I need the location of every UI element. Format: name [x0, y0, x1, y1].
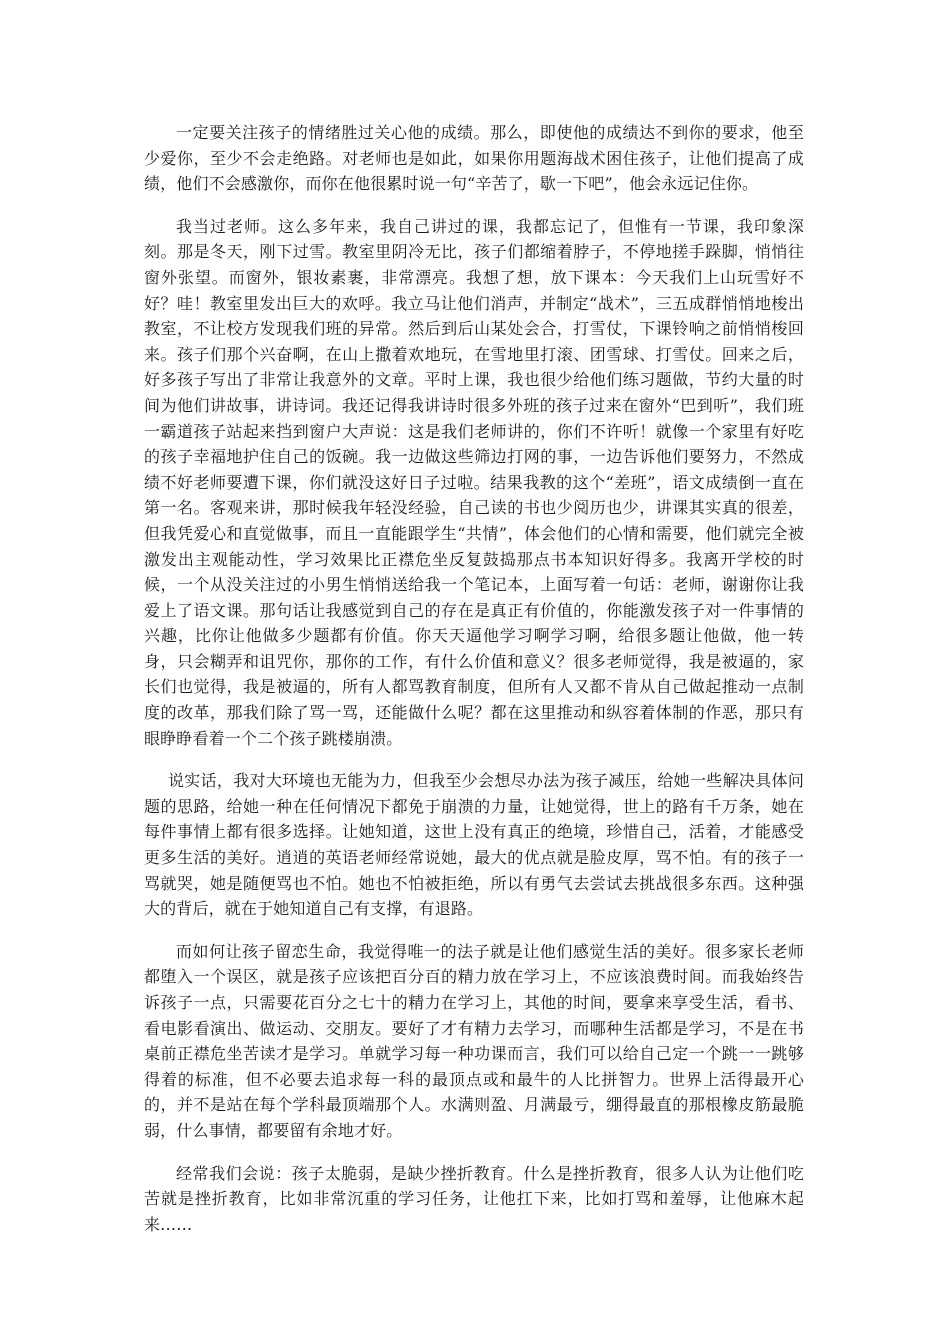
paragraph-2: 我当过老师。这么多年来，我自己讲过的课，我都忘记了，但惟有一节课，我印象深刻。那是冬天，刚下过雪。教室里阴冷无比，孩子们都缩着脖子，不停地搓手跺脚，悄悄往窗外张望。而窗外，银妆素裹，非常漂亮。我想了想，放下课本：今天我们上山玩雪好不好？哇！教室里发出巨大的欢呼。我立马让他们消声，并制定“战术”，三五成群悄悄地梭出教室，不让校方发现我们班的异常。然后到后山某处会合，打雪仗，下课铃响之前悄悄梭回来。孩子们那个兴奋啊，在山上撒着欢地玩，在雪地里打滚、团雪球、打雪仗。回来之后，好多孩子写出了非常让我意外的文章。平时上课，我也很少给他们练习题做，节约大量的时间为他们讲故事，讲诗词。我还记得我讲诗时很多外班的孩子过来在窗外“巴到听”，我们班一霸道孩子站起来挡到窗户大声说：这是我们老师讲的，你们不许听！就像一个家里有好吃的孩子幸福地护住自己的饭碗。我一边做这些筛边打网的事，一边告诉他们要努力，不然成绩不好老师要遭下课，你们就没这好日子过啦。结果我教的这个“差班”，语文成绩倒一直在第一名。客观来讲，那时候我年轻没经验，自己读的书也少阅历也少，讲课其实真的很差，但我凭爱心和直觉做事，而且一直能跟学生“共情”，体会他们的心情和需要，他们就完全被激发出主观能动性，学习效果比正襟危坐反复鼓捣那点书本知识好得多。我离开学校的时候，一个从没关注过的小男生悄悄送给我一个笔记本，上面写着一句话：老师，谢谢你让我爱上了语文课。那句话让我感觉到自己的存在是真正有价值的，你能激发孩子对一件事情的兴趣，比你让他做多少题都有价值。你天天逼他学习啊学习啊，给很多题让他做，他一转身，只会糊弄和诅咒你，那你的工作，有什么价值和意义？很多老师觉得，我是被逼的，家长们也觉得，我是被逼的，所有人都骂教育制度，但所有人又都不肯从自己做起推动一点制度的改革，那我们除了骂一骂，还能做什么呢？都在这里推动和纵容着体制的作恶，那只有眼睁睁看着一个二个孩子跳楼崩溃。 [144, 216, 804, 748]
paragraph-1: 一定要关注孩子的情绪胜过关心他的成绩。那么，即使他的成绩达不到你的要求，他至少爱你，至少不会走绝路。对老师也是如此，如果你用题海战术困住孩子，让他们提高了成绩，他们不会感激你，而你在他很累时说一句“辛苦了，歇一下吧”，他会永远记住你。 [144, 123, 804, 194]
paragraph-3: 说实话，我对大环境也无能为力，但我至少会想尽办法为孩子减压，给她一些解决具体问题的思路，给她一种在任何情况下都免于崩溃的力量，让她觉得，世上的路有千万条，她在每件事情上都有很多选择。让她知道，这世上没有真正的绝境，珍惜自己，活着，才能感受更多生活的美好。逍逍的英语老师经常说她，最大的优点就是脸皮厚，骂不怕。有的孩子一骂就哭，她是随便骂也不怕。她也不怕被拒绝，所以有勇气去尝试去挑战很多东西。这种强大的背后，就在于她知道自己有支撑，有退路。 [144, 771, 804, 919]
document-body [144, 120, 804, 1254]
paragraph-5: 经常我们会说：孩子太脆弱，是缺少挫折教育。什么是挫折教育，很多人认为让他们吃苦就是挫折教育，比如非常沉重的学习任务，让他扛下来，比如打骂和羞辱，让他麻木起来…… [144, 1163, 804, 1234]
paragraph-4: 而如何让孩子留恋生命，我觉得唯一的法子就是让他们感觉生活的美好。很多家长老师都堕入一个误区，就是孩子应该把百分百的精力放在学习上，不应该浪费时间。而我始终告诉孩子一点，只需要花百分之七十的精力在学习上，其他的时间，要拿来享受生活，看书、看电影看演出、做运动、交朋友。要好了才有精力去学习，而哪种生活都是学习，不是在书桌前正襟危坐苦读才是学习。单就学习每一种功课而言，我们可以给自己定一个跳一一跳够得着的标准，但不必要去追求每一科的最顶点或和最牛的人比拼智力。世界上活得最开心的，并不是站在每个学科最顶端那个人。水满则盈、月满最亏，绷得最直的那根橡皮筋最脆弱，什么事情，都要留有余地才好。 [144, 941, 804, 1140]
